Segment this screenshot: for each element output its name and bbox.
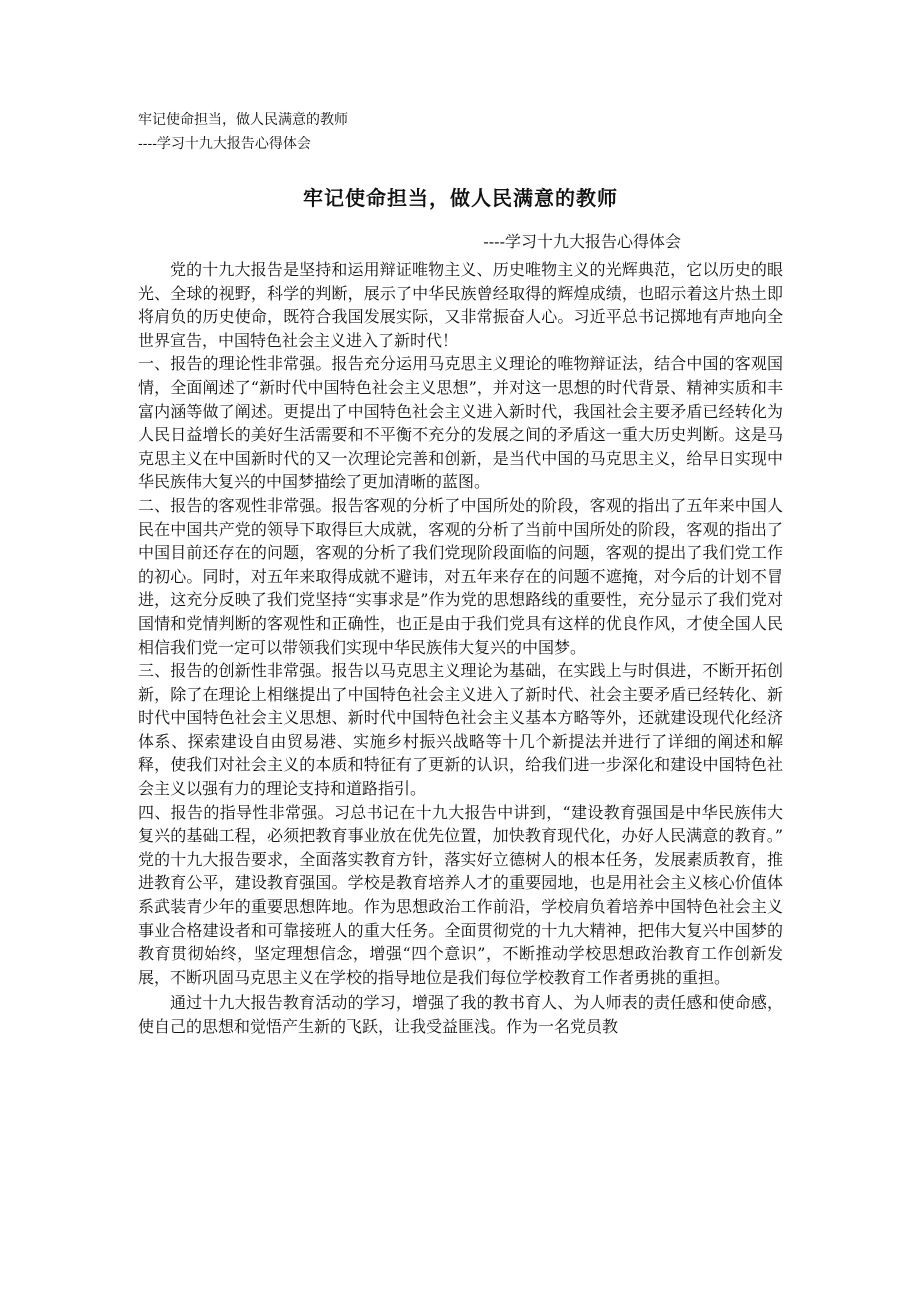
document-title: 牢记使命担当，做人民满意的教师 bbox=[303, 186, 618, 210]
intro-paragraph: 党的十九大报告是坚持和运用辩证唯物主义、历史唯物主义的光辉典范，它以历史的眼光、全球的视野，科学的判断，展示了中华民族曾经取得的辉煌成绩，也昭示着这片热土即将肩负的历史使命，既符合我国发展实际，又非常振奋人心。习近平总书记掷地有声地向全世界宣告，中国特色社会主义进入了新时代！ bbox=[138, 260, 783, 350]
header-title-line: 牢记使命担当，做人民满意的教师 bbox=[138, 112, 348, 128]
section-2-paragraph: 二、报告的客观性非常强。报告客观的分析了中国所处的阶段，客观的指出了五年来中国人民在中国共产党的领导下取得巨大成就，客观的分析了当前中国所处的阶段，客观的指出了中国目前还存在的问题，客观的分析了我们党现阶段面临的问题，客观的提出了我们党工作的初心。同时，对五年来取得成就不避讳，对五年来存在的问题不遮掩，对今后的计划不冒进，这充分反映了我们党坚持“实事求是”作为党的思想路线的重要性，充分显示了我们党对国情和党情判断的客观性和正确性，也正是由于我们党具有这样的优良作风，才使全国人民相信我们党一定可以带领我们实现中华民族伟大复兴的中国梦。 bbox=[138, 495, 783, 657]
document-page bbox=[138, 108, 783, 1039]
header-subtitle-line: ----学习十九大报告心得体会 bbox=[138, 136, 311, 152]
closing-paragraph: 通过十九大报告教育活动的学习，增强了我的教书育人、为人师表的责任感和使命感，使自己的思想和觉悟产生新的飞跃，让我受益匪浅。作为一名党员教 bbox=[138, 993, 783, 1036]
section-4-paragraph: 四、报告的指导性非常强。习总书记在十九大报告中讲到，“建设教育强国是中华民族伟大复兴的基础工程，必须把教育事业放在优先位置，加快教育现代化，办好人民满意的教育。” 党的十九大报告要求，全面落实教育方针，落实好立德树人的根本任务，发展素质教育，推进教育公平，建设教育强国。学校是教育培养人才的重要园地，也是用社会主义核心价值体系武装青少年的重要思想阵地。作为思想政治工作前沿，学校肩负着培养中国特色社会主义事业合格建设者和可靠接班人的重大任务。全面贯彻党的十九大精神，把伟大复兴中国梦的教育贯彻始终，坚定理想信念，增强“四个意识”，不断推动学校思想政治教育工作创新发展，不断巩固马克思主义在学校的指导地位是我们每位学校教育工作者勇挑的重担。 bbox=[138, 802, 783, 987]
section-3-paragraph: 三、报告的创新性非常强。报告以马克思主义理论为基础，在实践上与时俱进，不断开拓创新，除了在理论上相继提出了中国特色社会主义进入了新时代、社会主要矛盾已经转化、新时代中国特色社会主义思想、新时代中国特色社会主义基本方略等外，还就建设现代化经济体系、探索建设自由贸易港、实施乡村振兴战略等十几个新提法并进行了详细的阐述和解释，使我们对社会主义的本质和特征有了更新的认识，给我们进一步深化和建设中国特色社会主义以强有力的理论支持和道路指引。 bbox=[138, 661, 783, 799]
document-subtitle: ----学习十九大报告心得体会 bbox=[483, 232, 681, 251]
section-1-paragraph: 一、报告的理论性非常强。报告充分运用马克思主义理论的唯物辩证法，结合中国的客观国情，全面阐述了“新时代中国特色社会主义思想”，并对这一思想的时代背景、精神实质和丰富内涵等做了阐述。更提出了中国特色社会主义进入新时代，我国社会主要矛盾已经转化为人民日益增长的美好生活需要和不平衡不充分的发展之间的矛盾这一重大历史判断。这是马克思主义在中国新时代的又一次理论完善和创新，是当代中国的马克思主义，给早日实现中华民族伟大复兴的中国梦描绘了更加清晰的蓝图。 bbox=[138, 354, 783, 492]
